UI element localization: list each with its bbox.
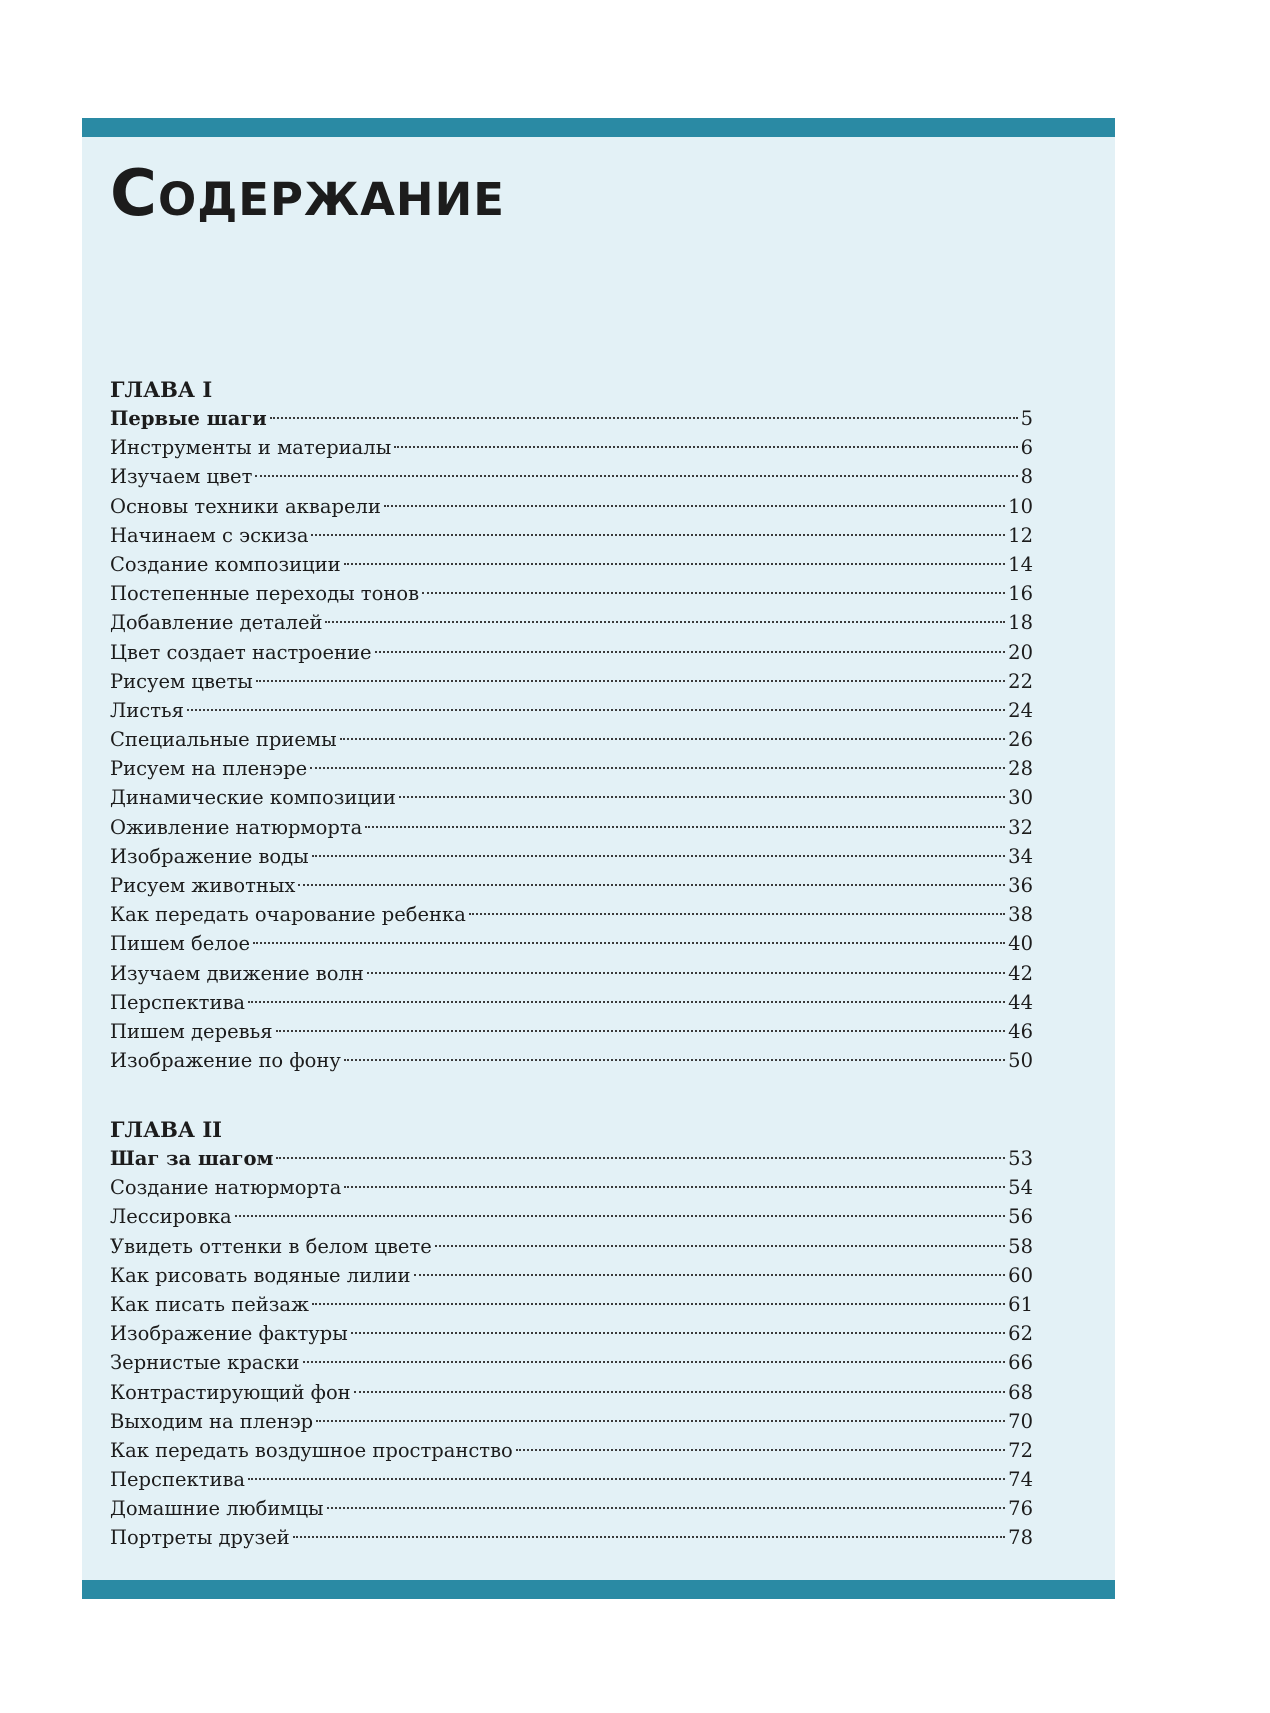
dot-leader: [422, 592, 1005, 594]
dot-leader: [312, 855, 1005, 857]
toc-entry-title: Создание натюрморта: [110, 1176, 342, 1200]
toc-entry-page-number: 18: [1008, 611, 1033, 635]
toc-entry-title: Изображение по фону: [110, 1049, 341, 1073]
toc-entry-page-number: 56: [1008, 1205, 1033, 1229]
toc-entry-page-number: 16: [1008, 582, 1033, 606]
toc-entry: [110, 754, 1033, 783]
chapter-2-entries: [110, 1144, 1033, 1553]
toc-entry: [110, 667, 1033, 696]
toc-entry: [110, 988, 1033, 1017]
toc-entry-title: Лессировка: [110, 1205, 232, 1229]
dot-leader: [303, 1361, 1006, 1363]
toc-entry-page-number: 74: [1008, 1468, 1033, 1492]
contents-panel: [82, 118, 1115, 1599]
toc-entry: [110, 521, 1033, 550]
toc-entry-title: Цвет создает настроение: [110, 640, 372, 664]
toc-entry: [110, 1046, 1033, 1075]
toc-entry-title: Изучаем цвет: [110, 465, 253, 489]
dot-leader: [469, 913, 1005, 915]
toc-entry-title: Портреты друзей: [110, 1526, 290, 1550]
toc-entry-title: Рисуем цветы: [110, 669, 253, 693]
toc-entry: [110, 1261, 1033, 1290]
toc-entry-page-number: 78: [1008, 1526, 1033, 1550]
toc-entry-title: Увидеть оттенки в белом цвете: [110, 1234, 432, 1258]
dot-leader: [327, 1507, 1006, 1509]
dot-leader: [293, 1536, 1005, 1538]
toc-entry-title: Контрастирующий фон: [110, 1380, 351, 1404]
toc-entry-page-number: 22: [1008, 669, 1033, 693]
dot-leader: [365, 826, 1005, 828]
toc-entry: [110, 638, 1033, 667]
chapter-2-section: [110, 1115, 1033, 1553]
dot-leader: [344, 1059, 1005, 1061]
chapter-1-section: [110, 375, 1033, 1075]
dot-leader: [325, 621, 1005, 623]
toc-entry-title: Основы техники акварели: [110, 494, 381, 518]
dot-leader: [384, 505, 1005, 507]
toc-entry: [110, 1436, 1033, 1465]
dot-leader: [414, 1274, 1006, 1276]
toc-entry-page-number: 46: [1008, 1019, 1033, 1043]
toc-entry-page-number: 68: [1008, 1380, 1033, 1404]
toc-entry-page-number: 6: [1020, 436, 1033, 460]
toc-entry: [110, 696, 1033, 725]
toc-entry-page-number: 42: [1008, 961, 1033, 985]
toc-entry: [110, 783, 1033, 812]
dot-leader: [253, 942, 1005, 944]
dot-leader: [435, 1245, 1005, 1247]
toc-entry: [110, 1144, 1033, 1173]
toc-entry: [110, 1232, 1033, 1261]
toc-entry-page-number: 24: [1008, 698, 1033, 722]
toc-entry-page-number: 62: [1008, 1322, 1033, 1346]
top-accent-bar: [82, 118, 1115, 137]
dot-leader: [375, 651, 1006, 653]
toc-entry-page-number: 60: [1008, 1263, 1033, 1287]
toc-entry-page-number: 53: [1008, 1147, 1033, 1170]
toc-entry-page-number: 72: [1008, 1438, 1033, 1462]
toc-entry-page-number: 38: [1008, 903, 1033, 927]
toc-entry: [110, 1407, 1033, 1436]
toc-entry-title: Создание композиции: [110, 552, 341, 576]
toc-entry-page-number: 34: [1008, 844, 1033, 868]
toc-entry-title: Постепенные переходы тонов: [110, 582, 420, 606]
toc-entry-title: Специальные приемы: [110, 728, 337, 752]
toc-entry: [110, 608, 1033, 637]
chapter-1-entries: [110, 404, 1033, 1075]
dot-leader: [310, 767, 1005, 769]
dot-leader: [255, 475, 1017, 477]
toc-entry-title: Первые шаги: [110, 407, 267, 430]
toc-entry: [110, 1348, 1033, 1377]
toc-entry: [110, 462, 1033, 491]
toc-entry-title: Рисуем на пленэре: [110, 757, 308, 781]
dot-leader: [248, 1001, 1005, 1003]
toc-entry-title: Оживление натюрморта: [110, 815, 363, 839]
dot-leader: [344, 563, 1006, 565]
toc-entry-page-number: 8: [1020, 465, 1033, 489]
toc-entry: [110, 725, 1033, 754]
toc-entry-page-number: 28: [1008, 757, 1033, 781]
toc-entry: [110, 492, 1033, 521]
dot-leader: [351, 1332, 1005, 1334]
toc-entry-title: Добавление деталей: [110, 611, 323, 635]
dot-leader: [187, 709, 1005, 711]
toc-entry-page-number: 26: [1008, 728, 1033, 752]
toc-entry: [110, 550, 1033, 579]
toc-entry-title: Как рисовать водяные лилии: [110, 1263, 411, 1287]
toc-entry-title: Перспектива: [110, 1468, 246, 1492]
toc-entry-title: Как передать воздушное пространство: [110, 1438, 513, 1462]
toc-entry: [110, 1319, 1033, 1348]
toc-entry-title: Динамические композиции: [110, 786, 396, 810]
dot-leader: [312, 1303, 1005, 1305]
chapter-heading: ГЛАВА II: [110, 1117, 222, 1142]
dot-leader: [516, 1449, 1005, 1451]
toc-entry-page-number: 70: [1008, 1409, 1033, 1433]
toc-entry-title: Инструменты и материалы: [110, 436, 392, 460]
dot-leader: [354, 1391, 1005, 1393]
toc-entry-title: Изображение воды: [110, 844, 309, 868]
toc-entry-page-number: 66: [1008, 1351, 1033, 1375]
toc-entry-page-number: 54: [1008, 1176, 1033, 1200]
toc-entry-title: Перспектива: [110, 990, 246, 1014]
toc-entry-page-number: 5: [1020, 407, 1033, 430]
toc-entry-title: Домашние любимцы: [110, 1497, 324, 1521]
toc-entry: [110, 404, 1033, 433]
toc-entry-title: Зернистые краски: [110, 1351, 300, 1375]
dot-leader: [248, 1478, 1005, 1480]
toc-entry: [110, 1465, 1033, 1494]
toc-entry-title: Рисуем животных: [110, 874, 296, 897]
dot-leader: [367, 972, 1005, 974]
toc-entry-title: Выходим на пленэр: [110, 1409, 314, 1433]
dot-leader: [340, 738, 1006, 740]
toc-entry: [110, 900, 1033, 929]
toc-entry-page-number: 40: [1008, 932, 1033, 956]
toc-entry-page-number: 30: [1008, 786, 1033, 810]
toc-entry: [110, 433, 1033, 462]
dot-leader: [394, 446, 1017, 448]
dot-leader: [270, 417, 1018, 419]
dot-leader: [276, 1157, 1005, 1159]
dot-leader: [276, 1030, 1006, 1032]
toc-entry: [110, 1017, 1033, 1046]
toc-entry-page-number: 10: [1008, 494, 1033, 518]
toc-entry: [110, 1173, 1033, 1202]
toc-entry-title: Как писать пейзаж: [110, 1292, 309, 1316]
toc-entry-page-number: 44: [1008, 990, 1033, 1014]
toc-entry: [110, 959, 1033, 988]
toc-entry: [110, 929, 1033, 958]
toc-entry-title: Начинаем с эскиза: [110, 523, 309, 547]
toc-entry-page-number: 50: [1008, 1049, 1033, 1073]
toc-entry-page-number: 20: [1008, 640, 1033, 664]
toc-entry: [110, 813, 1033, 842]
chapter-heading: ГЛАВА I: [110, 377, 213, 402]
dot-leader: [256, 680, 1005, 682]
dot-leader: [399, 796, 1005, 798]
toc-entry: [110, 1494, 1033, 1523]
toc-entry: [110, 842, 1033, 871]
toc-entry-page-number: 36: [1008, 874, 1033, 897]
toc-entry-page-number: 12: [1008, 523, 1033, 547]
toc-entry-title: Пишем деревья: [110, 1019, 273, 1043]
toc-entry-page-number: 14: [1008, 552, 1033, 576]
toc-entry: [110, 1290, 1033, 1319]
dot-leader: [298, 884, 1005, 886]
toc-entry: [110, 1378, 1033, 1407]
toc-entry-page-number: 32: [1008, 815, 1033, 839]
toc-entry-title: Как передать очарование ребенка: [110, 903, 466, 927]
toc-entry-page-number: 58: [1008, 1234, 1033, 1258]
page-title: Содержание: [110, 157, 505, 231]
toc-entry: [110, 871, 1033, 900]
toc-entry-page-number: 76: [1008, 1497, 1033, 1521]
toc-entry-title: Изучаем движение волн: [110, 961, 364, 985]
dot-leader: [311, 534, 1005, 536]
dot-leader: [316, 1420, 1005, 1422]
toc-entry-title: Пишем белое: [110, 932, 250, 956]
toc-entry: [110, 579, 1033, 608]
bottom-accent-bar: [82, 1580, 1115, 1599]
toc-entry-page-number: 61: [1008, 1292, 1033, 1316]
toc-entry-title: Листья: [110, 698, 184, 722]
dot-leader: [235, 1215, 1006, 1217]
toc-entry-title: Шаг за шагом: [110, 1147, 274, 1170]
toc-entry: [110, 1523, 1033, 1552]
toc-entry-title: Изображение фактуры: [110, 1322, 348, 1346]
dot-leader: [344, 1186, 1005, 1188]
toc-entry: [110, 1202, 1033, 1231]
